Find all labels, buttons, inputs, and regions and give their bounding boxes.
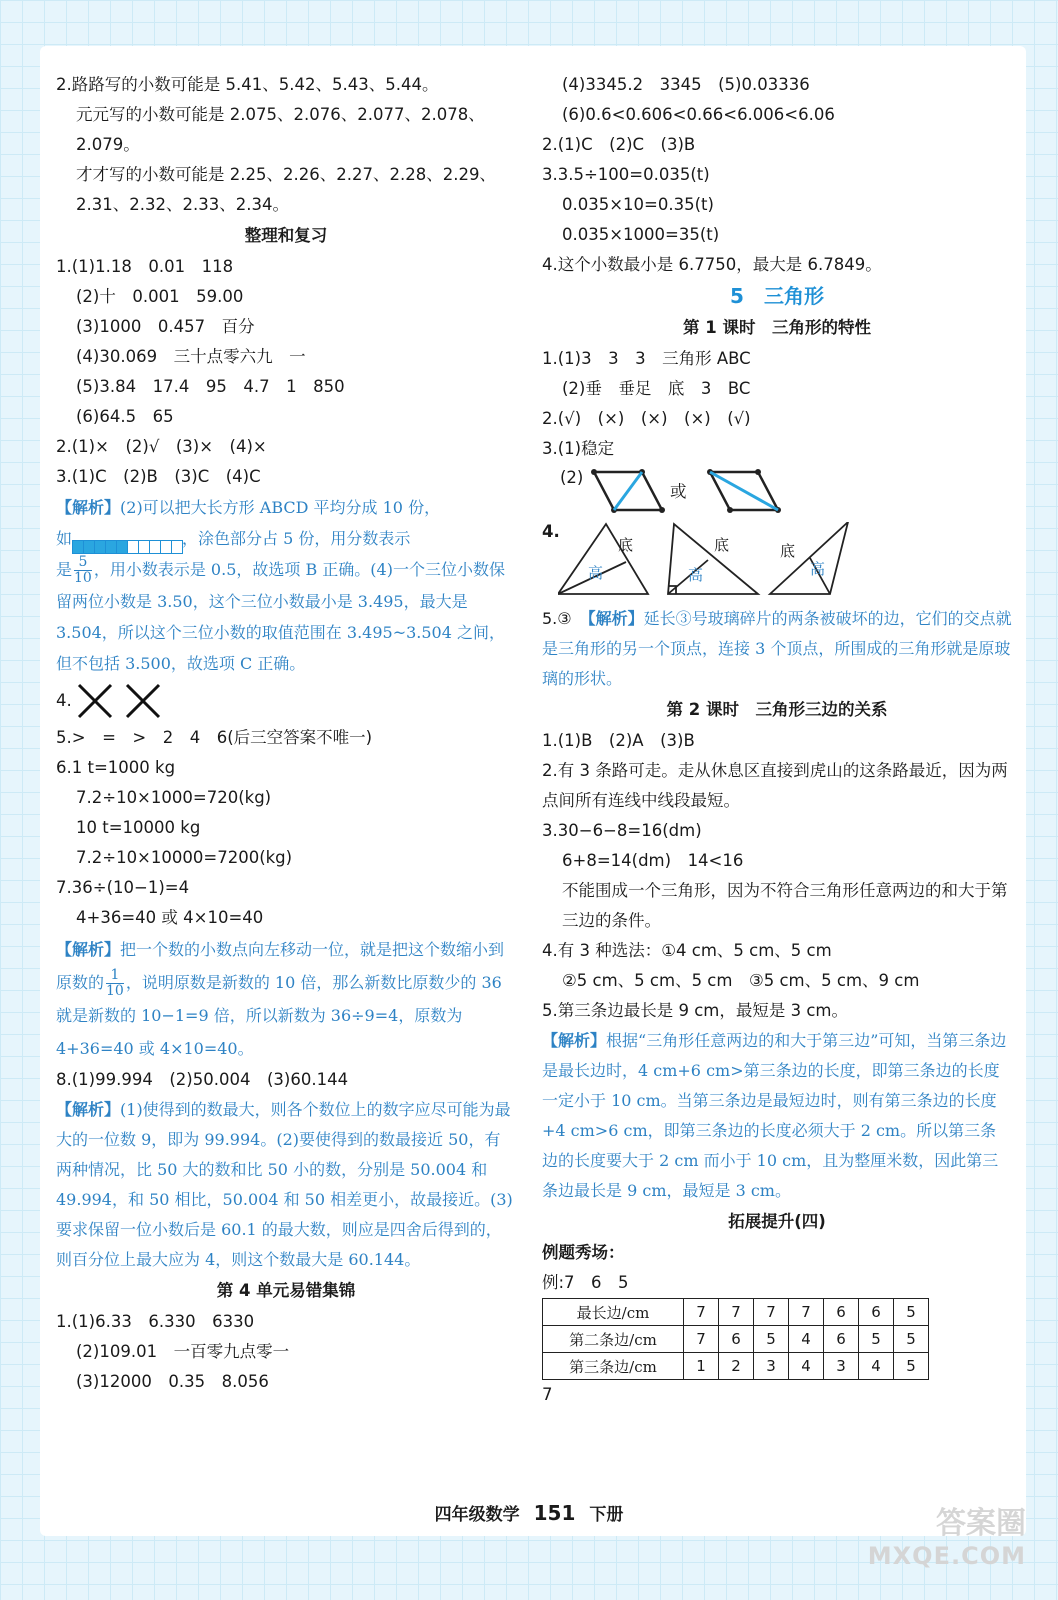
q4-label: 4. — [56, 691, 72, 710]
text-line: 2.079。 — [76, 135, 140, 154]
triangle-heights-figure — [542, 522, 1012, 604]
text-line: (2) — [560, 468, 584, 487]
text-line: 0.035×10=0.35(t) — [562, 195, 714, 214]
analysis-tag: 【解析】 — [56, 1100, 121, 1119]
fraction-denominator: 10 — [74, 570, 92, 586]
table-cell: 6 — [719, 1326, 754, 1353]
text-line: 3.30−6−8=16(dm) — [542, 821, 702, 840]
text-line: 3.(1)C (2)B (3)C (4)C — [56, 467, 261, 486]
section-title-review: 整理和复习 — [244, 226, 328, 245]
table-cell: 7 — [719, 1299, 754, 1326]
section-title-errors: 第 4 单元易错集锦 — [216, 1281, 356, 1300]
text-line: 8.(1)99.994 (2)50.004 (3)60.144 — [56, 1070, 349, 1089]
table-cell: 7 — [684, 1326, 719, 1353]
text-line: (6)64.5 65 — [76, 407, 174, 426]
analysis-block — [56, 933, 516, 1065]
watermark-text: 答案圈 — [936, 1506, 1026, 1541]
label-base: 底 — [618, 536, 634, 554]
fraction — [106, 968, 124, 999]
analysis-text: 延长③号玻璃碎片的两条被破坏的边，它们的交点就是三角形的另一个顶点，连接 3 个顶点，所围成的三角形就是原玻璃的形状。 — [542, 609, 1012, 688]
text-line: 7.2÷10×1000=720(kg) — [76, 788, 272, 807]
table-cell: 5 — [754, 1326, 789, 1353]
lesson-title: 第 1 课时 三角形的特性 — [683, 318, 871, 337]
analysis-block — [56, 1095, 516, 1275]
analysis-block — [56, 492, 516, 679]
table-cell: 5 — [894, 1353, 929, 1380]
analysis-text: ，说明原数是新数的 10 倍，那么新数比原数少的 36 就是新数的 10−1=9 倍，所以新数为 36÷9=4，原数为 4+36=40 或 4×10=40。 — [56, 973, 502, 1058]
label-base: 底 — [780, 542, 796, 560]
fraction-numerator: 1 — [106, 968, 124, 984]
table-cell: 3 — [824, 1353, 859, 1380]
text-line: (2)109.01 一百零九点零一 — [76, 1342, 290, 1361]
footer-grade: 四年级数学 — [434, 1505, 520, 1525]
text-line: 3.3.5÷100=0.035(t) — [542, 165, 710, 184]
text-line: 4.这个小数最小是 6.7750，最大是 6.7849。 — [542, 255, 882, 274]
table-cell: 5 — [894, 1299, 929, 1326]
analysis-text: ，涂色部分占 5 份，用分数表示 — [182, 529, 411, 548]
text-line: 4.有 3 种选法：①4 cm、5 cm、5 cm — [542, 941, 832, 960]
fraction-denominator: 10 — [106, 983, 124, 999]
table-row-header: 最长边/cm — [543, 1299, 684, 1326]
text-line: 2.31、2.32、2.33、2.34。 — [76, 195, 289, 214]
left-column — [56, 70, 516, 1397]
table-cell: 6 — [824, 1299, 859, 1326]
text-line: 2.(1)C (2)C (3)B — [542, 135, 696, 154]
table-cell: 7 — [684, 1299, 719, 1326]
table-row — [543, 1299, 929, 1326]
text-line: 7.36÷(10−1)=4 — [56, 878, 190, 897]
text-line: 2.有 3 条路可走。走从休息区直接到虎山的这条路最近，因为两点间所有连线中线段最短。 — [542, 761, 1008, 810]
text-line: 3.(1)稳定 — [542, 439, 615, 458]
text-or: 或 — [670, 482, 687, 501]
text-line: 5.> = > 2 4 6(后三空答案不唯一) — [56, 728, 373, 747]
table-cell: 7 — [789, 1299, 824, 1326]
text-line: (4)3345.2 3345 (5)0.03336 — [562, 75, 810, 94]
text-line: (3)12000 0.35 8.056 — [76, 1372, 269, 1391]
watermark-url: MXQE.COM — [867, 1542, 1026, 1570]
text-line: 6.1 t=1000 kg — [56, 758, 176, 777]
text-line: (2)垂 垂足 底 3 BC — [562, 379, 751, 398]
table-row-header: 第二条边/cm — [543, 1326, 684, 1353]
text-line: 2.(1)× (2)√ (3)× (4)× — [56, 437, 267, 456]
table-cell: 6 — [824, 1326, 859, 1353]
text-line: 1.(1)B (2)A (3)B — [542, 731, 695, 750]
table-cell: 6 — [859, 1299, 894, 1326]
analysis-text: 如 — [56, 529, 73, 548]
text-line: 0.035×1000=35(t) — [562, 225, 720, 244]
text-line: 10 t=10000 kg — [76, 818, 201, 837]
text-line: 2.路路写的小数可能是 5.41、5.42、5.43、5.44。 — [56, 75, 439, 94]
text-line: 6+8=14(dm) 14<16 — [562, 851, 744, 870]
text-line: 才才写的小数可能是 2.25、2.26、2.27、2.28、2.29、 — [76, 165, 496, 184]
cross-match-lines-figure — [77, 683, 163, 721]
table-cell: 3 — [754, 1353, 789, 1380]
text-line: (4)30.069 三十点零六九 一 — [76, 347, 306, 366]
text-line: (3)1000 0.457 百分 — [76, 317, 255, 336]
text-line: 7.2÷10×10000=7200(kg) — [76, 848, 293, 867]
table-row-header: 第三条边/cm — [543, 1353, 684, 1380]
text-line: (6)0.6<0.606<0.66<6.006<6.06 — [562, 105, 835, 124]
question-label: 5.③ — [542, 609, 572, 628]
text-line: 2.(√) (×) (×) (×) (√) — [542, 409, 751, 428]
q4-line — [56, 679, 516, 723]
text-line: 1.(1)3 3 3 三角形 ABC — [542, 349, 751, 368]
parallelogram-diagram — [582, 464, 872, 522]
analysis-text: ，用小数表示是 0.5，故选项 B 正确。(4)一个三位小数保留两位小数是 3.50，这个三位小数最小是 3.495，最大是 3.504，所以这个三位小数的取值范围在 3.495~3.504 之间，但不包括 3.500，故选项 C 正确。 — [56, 560, 505, 673]
unit-title: 5 三角形 — [730, 284, 824, 308]
analysis-tag: 【解析】 — [542, 1031, 607, 1050]
text-line: 1.(1)6.33 6.330 6330 — [56, 1312, 255, 1331]
analysis-tag: 【解析】 — [56, 940, 121, 959]
page-number: 151 — [533, 1501, 576, 1525]
table-cell: 5 — [894, 1326, 929, 1353]
text-line: (5)3.84 17.4 95 4.7 1 850 — [76, 377, 345, 396]
table-cell: 1 — [684, 1353, 719, 1380]
table-cell: 5 — [859, 1326, 894, 1353]
sides-table — [542, 1298, 929, 1380]
watermark-logo — [868, 1508, 1026, 1572]
text-line: 7 — [542, 1385, 553, 1404]
label-height: 高 — [688, 566, 704, 584]
table-cell: 4 — [789, 1353, 824, 1380]
analysis-text: 是 — [56, 560, 73, 579]
text-line: 5.第三条边最长是 9 cm，最短是 3 cm。 — [542, 1001, 849, 1020]
q4-label: 4. — [542, 522, 560, 541]
analysis-block — [542, 604, 1012, 694]
table-row — [543, 1326, 929, 1353]
table-cell: 2 — [719, 1353, 754, 1380]
example-label: 例题秀场： — [542, 1243, 625, 1262]
table-cell: 4 — [859, 1353, 894, 1380]
analysis-text: (1)使得到的数最大，则各个数位上的数字应尽可能为最大的一位数 9，即为 99.994。(2)要使得到的数最接近 50，有两种情况，比 50 大的数和比 50 小的数，分别是 50.004 和 49.994，和 50 相比，50.004 和 50 相差更小，故最接近。(3)要求保留一位小数后是 60.1 的最大数，则应是四舍后得到的，则百分位上最大应为 4，则这个数最大是 60.144。 — [56, 1100, 513, 1269]
shaded-bar-figure — [72, 533, 182, 547]
text-line: (2)十 0.001 59.00 — [76, 287, 244, 306]
label-base: 底 — [714, 536, 730, 554]
text-line: ②5 cm、5 cm、5 cm ③5 cm、5 cm、9 cm — [562, 971, 920, 990]
table-cell: 7 — [754, 1299, 789, 1326]
section-title-extension: 拓展提升(四) — [728, 1212, 826, 1231]
analysis-block — [542, 1026, 1012, 1206]
parallelogram-figures — [542, 464, 1012, 522]
table-row — [543, 1353, 929, 1380]
analysis-text: 根据“三角形任意两边的和大于第三边”可知，当第三条边是最长边时，4 cm+6 cm>第三条边的长度，即第三条边的长度一定小于 10 cm。当第三条边是最短边时，则有第三条边的长度+4 cm>6 cm，即第三条边的长度必须大于 2 cm。所以第三条边的长度要大于 2 cm 而小于 10 cm，且为整厘米数，因此第三条边最长是 9 cm，最短是 3 cm。 — [542, 1031, 1007, 1200]
fraction-numerator: 5 — [74, 555, 92, 571]
text-line: 元元写的小数可能是 2.075、2.076、2.077、2.078、 — [76, 105, 485, 124]
label-height: 高 — [588, 564, 604, 582]
text-line: 例:7 6 5 — [542, 1273, 629, 1292]
analysis-text: 把一个数的小数点向左移动一位，就是把这个数缩小到原数的 — [56, 940, 505, 992]
table-cell: 4 — [789, 1326, 824, 1353]
analysis-tag: 【解析】 — [56, 498, 121, 517]
text-line: 不能围成一个三角形，因为不符合三角形任意两边的和大于第三边的条件。 — [562, 881, 1008, 930]
footer-volume: 下册 — [589, 1505, 624, 1525]
analysis-text: (2)可以把大长方形 ABCD 平均分成 10 份， — [120, 498, 441, 517]
label-height: 高 — [810, 560, 826, 578]
text-line: 1.(1)1.18 0.01 118 — [56, 257, 234, 276]
analysis-tag: 【解析】 — [587, 609, 644, 628]
text-line: 4+36=40 或 4×10=40 — [76, 908, 264, 927]
right-column — [542, 70, 1012, 1410]
lesson-title: 第 2 课时 三角形三边的关系 — [666, 700, 888, 719]
fraction — [74, 555, 92, 586]
